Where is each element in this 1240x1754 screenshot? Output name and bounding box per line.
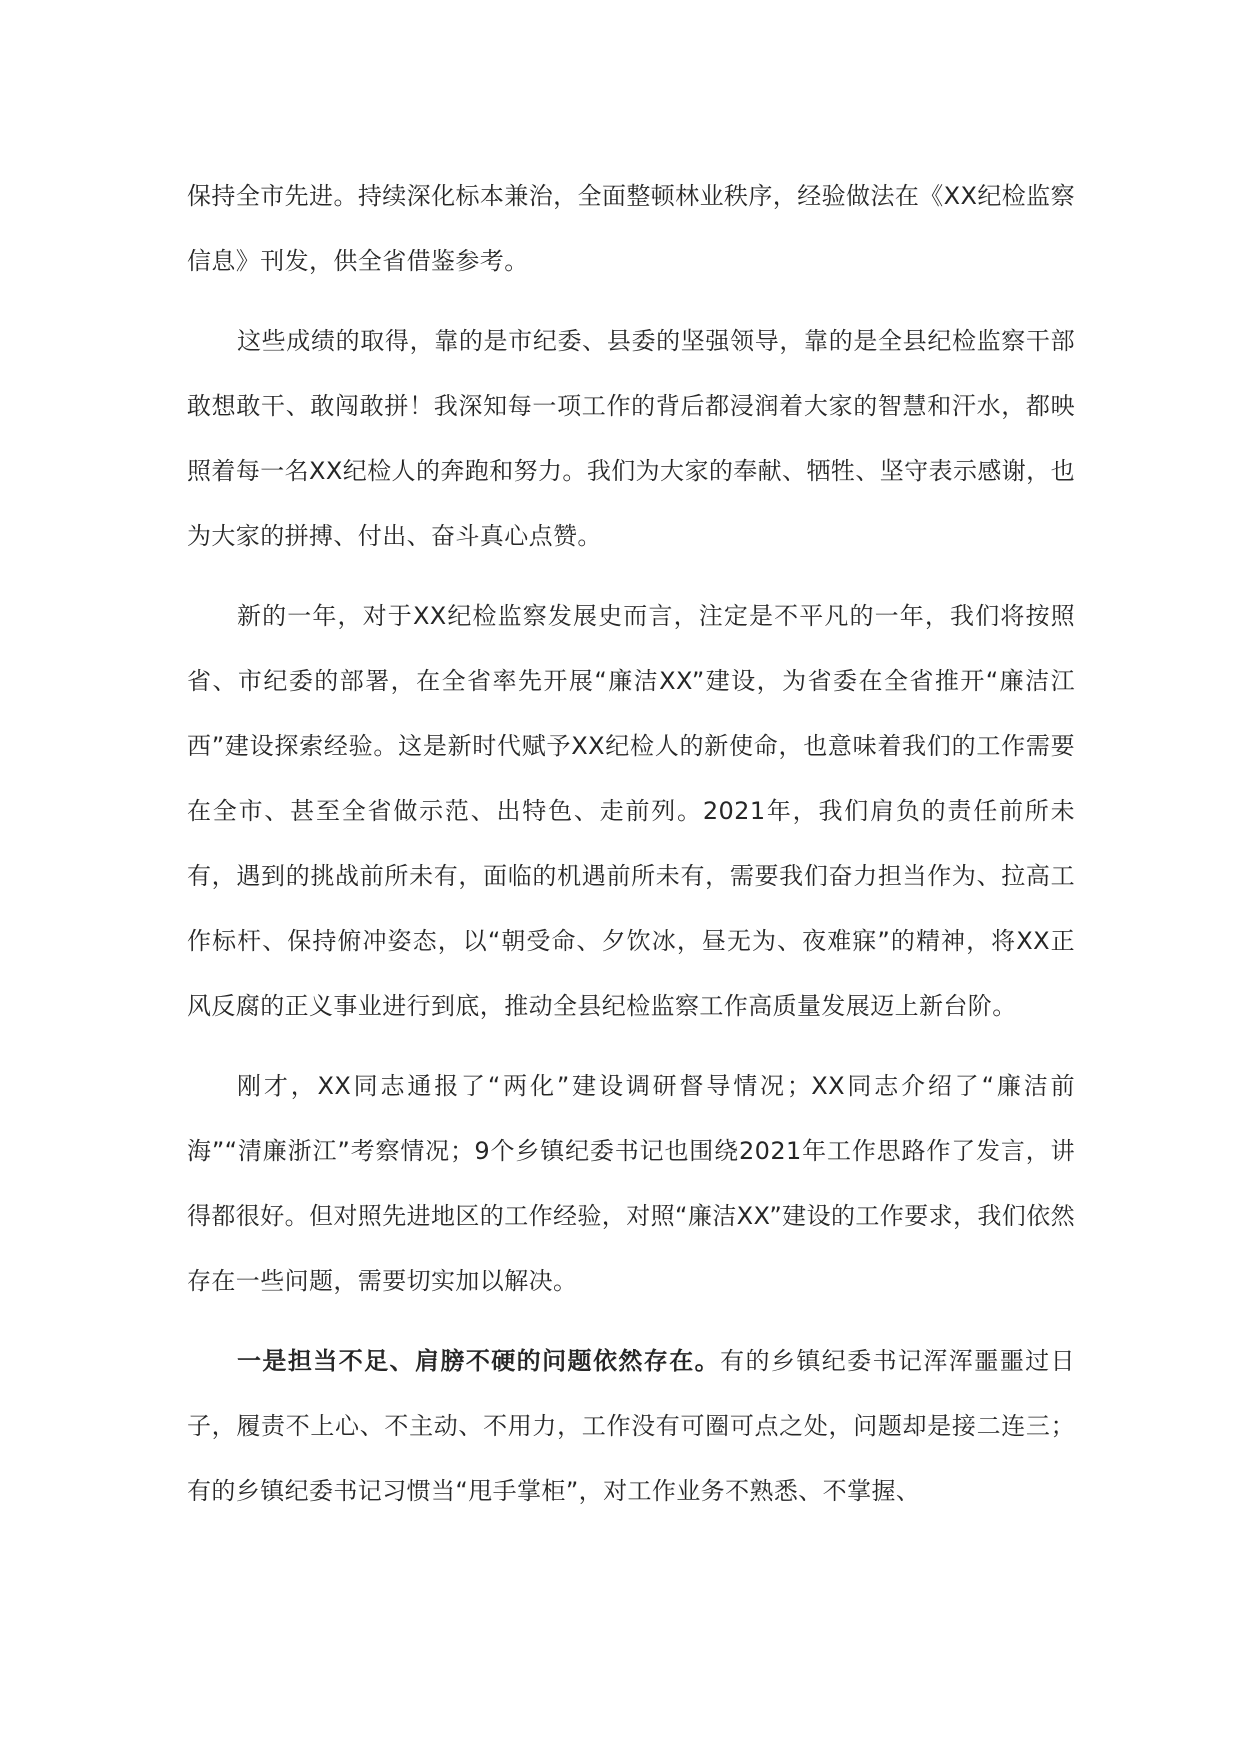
paragraph-text: 保持全市先进。持续深化标本兼治，全面整顿林业秩序，经验做法在《XX纪检监察信息》刊发，供全省借鉴参考。: [187, 182, 1075, 275]
document-body: [187, 164, 1075, 1539]
paragraph-text: 这些成绩的取得，靠的是市纪委、县委的坚强领导，靠的是全县纪检监察干部敢想敢干、敢闯敢拼！我深知每一项工作的背后都浸润着大家的智慧和汗水，都映照着每一名XX纪检人的奔跑和努力。我们为大家的奉献、牺牲、坚守表示感谢，也为大家的拼搏、付出、奋斗真心点赞。: [187, 327, 1075, 550]
paragraph-text: 刚才，XX同志通报了“两化”建设调研督导情况；XX同志介绍了“廉洁前海”“清廉浙江”考察情况；9个乡镇纪委书记也围绕2021年工作思路作了发言，讲得都很好。但对照先进地区的工作经验，对照“廉洁XX”建设的工作要求，我们依然存在一些问题，需要切实加以解决。: [187, 1072, 1075, 1295]
paragraph-2: [187, 309, 1075, 569]
paragraph-text: 新的一年，对于XX纪检监察发展史而言，注定是不平凡的一年，我们将按照省、市纪委的部署，在全省率先开展“廉洁XX”建设，为省委在全省推开“廉洁江西”建设探索经验。这是新时代赋予XX纪检人的新使命，也意味着我们的工作需要在全市、甚至全省做示范、出特色、走前列。2021年，我们肩负的责任前所未有，遇到的挑战前所未有，面临的机遇前所未有，需要我们奋力担当作为、拉高工作标杆、保持俯冲姿态，以“朝受命、夕饮冰，昼无为、夜难寐”的精神，将XX正风反腐的正义事业进行到底，推动全县纪检监察工作高质量发展迈上新台阶。: [187, 602, 1075, 1020]
paragraph-text: 有的乡镇纪委书记浑浑噩噩过日子，履责不上心、不主动、不用力，工作没有可圈可点之处，问题却是接二连三；有的乡镇纪委书记习惯当“甩手掌柜”，对工作业务不熟悉、不掌握、: [187, 1347, 1075, 1505]
paragraph-lead-heading: 一是担当不足、肩膀不硬的问题依然存在。: [237, 1347, 721, 1375]
paragraph-5: [187, 1329, 1075, 1524]
paragraph-4: [187, 1054, 1075, 1314]
paragraph-3: [187, 584, 1075, 1039]
paragraph-1: [187, 164, 1075, 294]
